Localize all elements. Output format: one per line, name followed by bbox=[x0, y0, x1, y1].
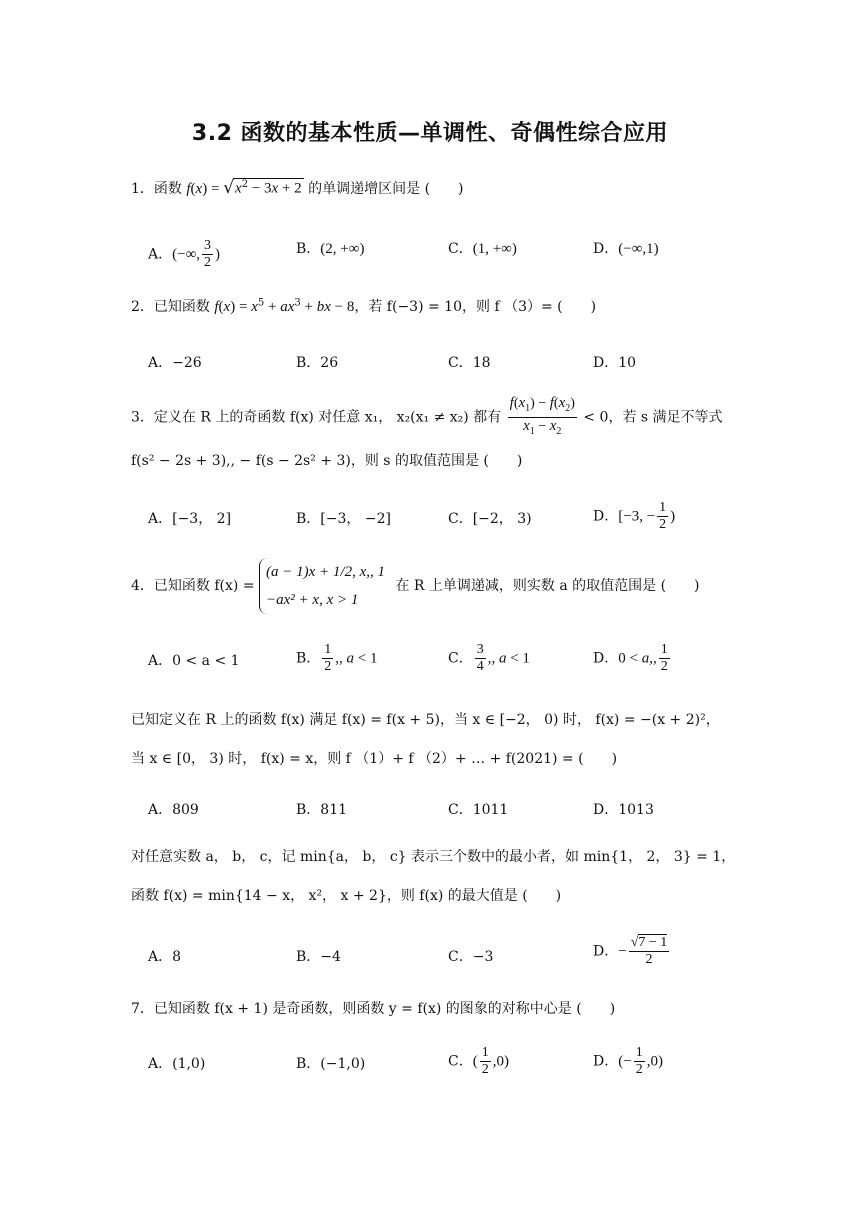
question-5: 已知定义在 R 上的函数 f(x) 满足 f(x) = f(x + 5)，当 x ∈ [−2， 0) 时， f(x) = −(x + 2)²， bbox=[131, 712, 720, 728]
option-a[interactable]: A．0 < a < 1 bbox=[148, 653, 240, 669]
option-d[interactable]: D．10 bbox=[593, 355, 637, 371]
option-d[interactable]: D．− $\frac{√7 - 1}{2}$ bbox=[593, 935, 668, 967]
option-c[interactable]: C．( $\frac{1}{2}$ ,0) bbox=[448, 1045, 509, 1077]
question-4: 4．已知函数 f(x) = (a − 1)x + 1/2, x,, 1 −ax² + x, x > 1 在 R 上单调递减，则实数 a 的取值范围是 ( ) bbox=[131, 558, 700, 614]
question-6: 对任意实数 a， b， c，记 min{a， b， c} 表示三个数中的最小者，如 min{1， 2， 3} = 1， bbox=[131, 849, 736, 865]
option-b[interactable]: B．−4 bbox=[296, 949, 341, 965]
option-c[interactable]: C． $\frac{3}{4}$ ,, a < 1 bbox=[448, 642, 530, 674]
option-a[interactable]: A．(−∞, $\frac{3}{2}$ ) bbox=[148, 238, 221, 270]
option-a[interactable]: A．(1,0) bbox=[148, 1056, 206, 1072]
option-a[interactable]: A．809 bbox=[148, 802, 199, 818]
question-7: 7．已知函数 f(x + 1) 是奇函数，则函数 y = f(x) 的图象的对称中心是 ( ) bbox=[131, 1001, 616, 1017]
option-a[interactable]: A．[−3， 2] bbox=[148, 511, 232, 527]
option-a[interactable]: A．−26 bbox=[148, 355, 202, 371]
question-3: 3．定义在 R 上的奇函数 f(x) 对任意 x₁， x₂(x₁ ≠ x₂) 都有 $\frac{f(x_1) - f(x_2)}{x_1 - x_2}$ < 0，若 s 满足不等式 bbox=[131, 395, 723, 437]
question-number: 1． bbox=[131, 181, 154, 197]
piecewise-function: (a − 1)x + 1/2, x,, 1 −ax² + x, x > 1 bbox=[259, 558, 385, 614]
option-c[interactable]: C．[−2， 3) bbox=[448, 511, 532, 527]
option-b[interactable]: B．[−3， −2] bbox=[296, 511, 391, 527]
option-d[interactable]: D．[−3, − $\frac{1}{2}$ ) bbox=[593, 500, 676, 532]
option-d[interactable]: D．1013 bbox=[593, 802, 654, 818]
option-d[interactable]: D．(−∞,1) bbox=[593, 241, 659, 257]
option-c[interactable]: C．−3 bbox=[448, 949, 494, 965]
option-b[interactable]: B．811 bbox=[296, 802, 348, 818]
option-b[interactable]: B．(2, +∞) bbox=[296, 241, 365, 257]
option-b[interactable]: B． $\frac{1}{2}$ ,, a < 1 bbox=[296, 642, 378, 674]
question-3-line-2: f(s² − 2s + 3),, − f(s − 2s² + 3)，则 s 的取值范围是 ( ) bbox=[131, 453, 523, 469]
option-a[interactable]: A．8 bbox=[148, 949, 182, 965]
option-b[interactable]: B．26 bbox=[296, 355, 339, 371]
option-c[interactable]: C．1011 bbox=[448, 802, 509, 818]
formula: f bbox=[186, 181, 191, 197]
option-c[interactable]: C．(1, +∞) bbox=[448, 241, 517, 257]
question-text: 的单调递增区间是 ( ) bbox=[308, 181, 464, 197]
option-c[interactable]: C．18 bbox=[448, 355, 491, 371]
question-text: 函数 bbox=[153, 181, 182, 197]
option-b[interactable]: B．(−1,0) bbox=[296, 1056, 366, 1072]
question-6-line-2: 函数 f(x) = min{14 − x， x²， x + 2}，则 f(x) 的最大值是 ( ) bbox=[131, 888, 562, 904]
option-d[interactable]: D．0 < a,, $\frac{1}{2}$ bbox=[593, 642, 668, 674]
question-1: 1．函数 $f(x) = √x^2 - 3x + 2$ 的单调递增区间是 ( ) bbox=[131, 178, 464, 198]
question-5-line-2: 当 x ∈ [0， 3) 时， f(x) = x，则 f （1）+ f （2）+ … + f(2021) = ( ) bbox=[131, 751, 618, 767]
question-2: 2．已知函数 $f(x) = x^5 + ax^3$ + bx − 8，若 f(−3) = 10，则 f （3）= ( ) bbox=[131, 297, 597, 315]
option-d[interactable]: D．(− $\frac{1}{2}$ ,0) bbox=[593, 1045, 663, 1077]
page-title: 3.2 函数的基本性质—单调性、奇偶性综合应用 bbox=[191, 121, 669, 146]
